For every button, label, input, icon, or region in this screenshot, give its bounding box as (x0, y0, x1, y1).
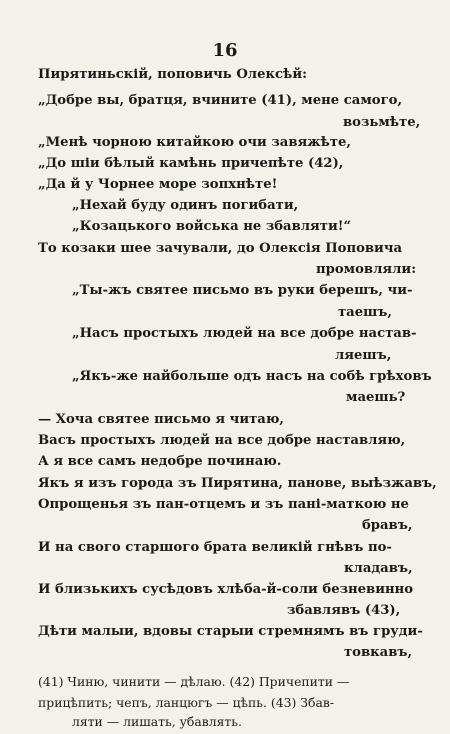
text-line: А я все самъ недобре починаю. (38, 454, 282, 469)
text-line: „До шіи бѣлый камѣнь причепѣте (42), (38, 156, 344, 171)
page-number: 16 (212, 40, 238, 61)
text-line: „Добре вы, братця, вчините (41), мене самого, (38, 93, 403, 108)
text-line: промовляли: (316, 262, 417, 277)
text-line: Пирятиньскій, поповичь Олексѣй: (38, 67, 307, 82)
text-line: „Менѣ чорною китайкою очи завяжѣте, (38, 135, 351, 150)
text-line: И на свого старшого брата великій гнѣвъ по- (38, 540, 392, 555)
text-line: таешъ, (338, 305, 392, 320)
text-line: ляешъ, (335, 348, 392, 363)
text-line: „Якъ-же найбольше одъ насъ на собѣ грѣховъ (72, 369, 432, 384)
text-line: бравъ, (362, 518, 413, 533)
text-line: „Ты-жъ святее письмо въ руки берешъ, чи- (72, 283, 413, 298)
text-line: „Насъ простыхъ людей на все добре настав- (72, 326, 417, 341)
text-line: кладавъ, (344, 561, 413, 576)
text-line: маешь? (346, 390, 406, 405)
footnote-line: прицѣпить; чепъ, ланцюгъ — цѣпь. (43) Збав- (38, 695, 335, 710)
text-line: Дѣти малыи, вдовы старыи стремнямъ въ груди- (38, 624, 423, 639)
text-line: „Козацького войська не збавляти!“ (72, 219, 352, 234)
text-line: — Хоча святее письмо я читаю, (38, 412, 284, 427)
text-line: збавлявъ (43), (287, 603, 401, 618)
text-line: товкавъ, (344, 645, 413, 660)
text-line: „Да й у Чорнее море зопхнѣте! (38, 177, 278, 192)
text-line: Васъ простыхъ людей на все добре наставляю, (38, 433, 406, 448)
text-line: То козаки шее зачували, до Олексія Поповича (38, 241, 403, 256)
footnote-line: ляти — лишать, убавлять. (72, 714, 242, 729)
text-line: Якъ я изъ города зъ Пирятина, панове, выѣзжавъ, (38, 476, 437, 491)
text-line: „Нехай буду одинъ погибати, (72, 198, 299, 213)
footnote-line: (41) Чиню, чинити — дѣлаю. (42) Причепити — (38, 674, 350, 689)
text-line: Опрощенья зъ пан-отцемъ и зъ пані-маткою не (38, 497, 409, 512)
text-line: И близькихъ сусѣдовъ хлѣба-й-соли безневинно (38, 582, 414, 597)
text-line: возьмѣте, (343, 115, 421, 130)
